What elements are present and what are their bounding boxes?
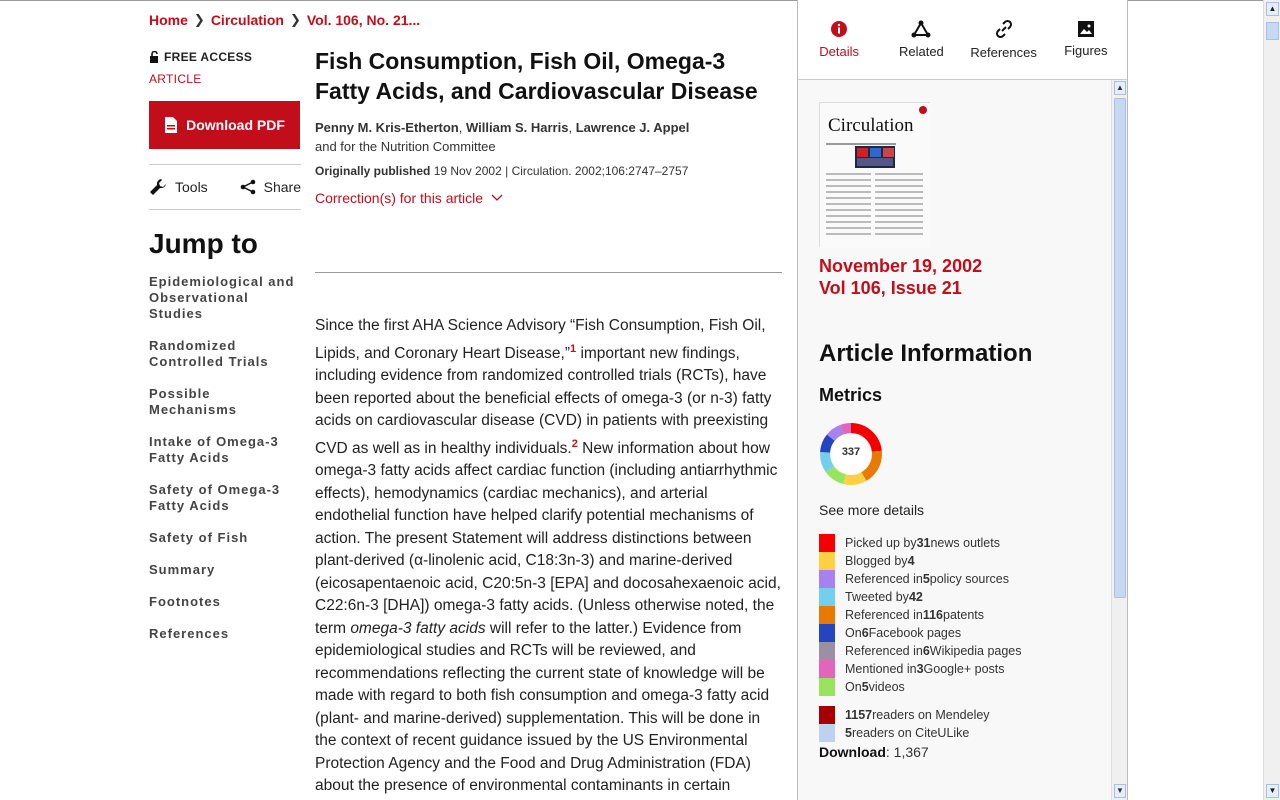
altmetric-count: 6 [861, 626, 869, 640]
legend-swatch [819, 660, 835, 678]
altmetric-count: 6 [922, 644, 930, 658]
jump-link-safety-omega3[interactable]: Safety of Omega-3 Fatty Acids [149, 482, 281, 513]
body-text-segment: will refer to the latter.) Evidence from epidemiological studies and RCTs will be reviewed, and recommendations reflecting the current state of knowledge will be made with regard to both fish consumption and omega-3 fatty acid (plant- and marine-derived) supplementation. This will be done in the context of recent guidance issued by the US Environmental Protection Agency and the Food and Drug Administration (FDA) about the presence of environmental contaminants in certain [315, 619, 770, 795]
download-pdf-button[interactable] [149, 101, 300, 149]
altmetric-item[interactable] [819, 678, 1022, 696]
jump-link-rcts[interactable]: Randomized Controlled Trials [149, 338, 269, 369]
altmetric-score: 337 [841, 446, 861, 458]
issue-date: November 19, 2002 [819, 256, 983, 276]
altmetric-text: Google+ posts [923, 662, 1005, 676]
breadcrumb-volume[interactable]: Vol. 106, No. 21... [306, 12, 421, 28]
body-text-segment: Since the first AHA Science Advisory “Fish Consumption, Fish Oil, Lipids, and Coronary Heart Disease,” [315, 317, 766, 362]
altmetric-text: Referenced in [845, 608, 923, 622]
legend-swatch [819, 588, 835, 606]
altmetric-text: Mentioned in [845, 662, 917, 676]
chevron-down-icon [491, 194, 503, 202]
jump-to-list [149, 274, 301, 642]
jump-link-epidemiological[interactable]: Epidemiological and Observational Studies [149, 274, 295, 321]
breadcrumb-home[interactable]: Home [149, 12, 188, 28]
left-sidebar [149, 50, 301, 658]
article-title: Fish Consumption, Fish Oil, Omega-3 Fatty Acids, and Cardiovascular Disease [315, 48, 758, 104]
committee-label: and for the Nutrition Committee [315, 139, 496, 154]
article-body-paragraph [315, 315, 782, 798]
jump-link-references[interactable]: References [149, 626, 230, 641]
window-scroll-thumb[interactable] [1266, 22, 1279, 40]
breadcrumb [149, 12, 420, 28]
legend-swatch [819, 606, 835, 624]
download-label: Download [819, 744, 886, 760]
altmetric-text: policy sources [929, 572, 1009, 586]
author-link[interactable]: Lawrence J. Appel [575, 120, 690, 135]
altmetric-text: patents [943, 608, 985, 622]
legend-swatch [819, 724, 835, 742]
altmetric-item[interactable] [819, 606, 1022, 624]
jump-link-intake[interactable]: Intake of Omega-3 Fatty Acids [149, 434, 279, 465]
author-link[interactable]: Penny M. Kris-Etherton [315, 120, 459, 135]
free-access-label: FREE ACCESS [164, 50, 253, 64]
altmetric-text: videos [868, 680, 905, 694]
readers-count: 1157 [845, 708, 873, 722]
journal-cover-image[interactable] [819, 102, 930, 247]
scroll-down-arrow-icon[interactable]: ▼ [1114, 784, 1126, 798]
download-count [819, 744, 929, 760]
tab-details[interactable] [798, 0, 880, 79]
readers-item[interactable] [819, 706, 1022, 724]
altmetric-item[interactable] [819, 570, 1022, 588]
cover-title: Circulation [828, 115, 914, 136]
chevron-right-icon: ❯ [193, 12, 205, 27]
breadcrumb-journal[interactable]: Circulation [210, 12, 284, 28]
legend-swatch [819, 570, 835, 588]
panel-scrollbar[interactable] [1111, 80, 1127, 800]
legend-swatch [819, 534, 835, 552]
jump-link-mechanisms[interactable]: Possible Mechanisms [149, 386, 238, 417]
altmetric-text: Blogged by [845, 554, 908, 568]
altmetric-count: 116 [922, 608, 943, 622]
legend-swatch [819, 642, 835, 660]
altmetric-count: 5 [922, 572, 930, 586]
share-icon [240, 179, 256, 195]
pdf-file-icon [164, 117, 178, 133]
panel-scroll-thumb[interactable] [1114, 98, 1126, 598]
altmetric-item[interactable] [819, 552, 1022, 570]
panel-tab-bar [798, 0, 1127, 80]
tab-figures-label: Figures [1064, 43, 1108, 58]
chevron-right-icon: ❯ [289, 12, 301, 27]
article-main [315, 46, 782, 798]
free-access-badge [149, 50, 301, 64]
readers-text: readers on CiteULike [851, 726, 970, 740]
tab-references-label: References [970, 45, 1037, 60]
altmetric-item[interactable] [819, 642, 1022, 660]
tab-details-label: Details [819, 44, 859, 59]
altmetric-item[interactable] [819, 588, 1022, 606]
legend-swatch [819, 552, 835, 570]
details-panel [797, 0, 1128, 800]
tab-references[interactable] [963, 0, 1045, 79]
unlock-icon [149, 51, 160, 63]
altmetric-count: 31 [916, 536, 931, 550]
altmetric-text: Referenced in [845, 572, 923, 586]
altmetric-count: 4 [907, 554, 915, 568]
altmetric-item[interactable] [819, 624, 1022, 642]
jump-link-summary[interactable]: Summary [149, 562, 216, 577]
readers-count: 5 [845, 726, 852, 740]
download-value: : 1,367 [885, 744, 929, 760]
altmetric-text: Tweeted by [845, 590, 909, 604]
tools-button[interactable] [149, 178, 208, 196]
share-button[interactable] [240, 179, 301, 195]
published-label: Originally published [315, 164, 431, 178]
article-type-label: ARTICLE [149, 72, 202, 86]
altmetric-item[interactable] [819, 660, 1022, 678]
altmetric-source-list [819, 534, 1022, 742]
legend-swatch [819, 624, 835, 642]
published-date: 19 Nov 2002 [433, 164, 502, 178]
readers-text: readers on Mendeley [872, 708, 990, 722]
publication-info: Originally published 19 Nov 2002 | Circulation. 2002;106:2747–2757 [315, 164, 689, 178]
download-pdf-label: Download PDF [186, 117, 285, 133]
altmetric-text: Picked up by [845, 536, 917, 550]
altmetric-item[interactable] [819, 534, 1022, 552]
reference-link[interactable]: 1 [570, 342, 577, 355]
tab-figures[interactable] [1045, 0, 1127, 79]
network-icon [911, 20, 931, 38]
altmetric-donut[interactable] [819, 422, 883, 486]
body-text-emphasis: omega-3 fatty acids [350, 619, 486, 637]
altmetric-text: On [845, 680, 862, 694]
reference-link[interactable]: 2 [571, 437, 578, 450]
altmetric-count: 5 [861, 680, 869, 694]
tab-related[interactable] [880, 0, 962, 79]
link-icon [994, 19, 1014, 39]
scroll-up-arrow-icon[interactable]: ▲ [1114, 81, 1126, 95]
correction-label: Correction(s) for this article [315, 190, 484, 206]
readers-item[interactable] [819, 724, 1022, 742]
altmetric-text: On [845, 626, 862, 640]
section-divider [315, 272, 782, 273]
citation: Circulation. 2002;106:2747–2757 [511, 164, 689, 178]
issue-info[interactable] [819, 255, 982, 299]
tools-share-row [149, 164, 301, 210]
legend-swatch [819, 678, 835, 696]
issue-volume: Vol 106, Issue 21 [819, 278, 962, 298]
legend-swatch [819, 706, 835, 724]
altmetric-text: Facebook pages [868, 626, 962, 640]
scroll-up-arrow-icon[interactable]: ▲ [1266, 2, 1279, 16]
wrench-icon [149, 178, 167, 196]
info-icon [830, 20, 848, 38]
scroll-down-arrow-icon[interactable]: ▼ [1266, 784, 1279, 798]
author-list: Penny M. Kris-Etherton, William S. Harris, Lawrence J. Appel and for the Nutrition Committee [315, 118, 782, 156]
body-text-segment: New information about how omega-3 fatty acids affect cardiac function (including antiarrhythmic effects), hemodynamics (cardiac mechanics), and arterial endothelial function have helped clarify potential mechanisms of action. The present Statement will address distinctions between plant-derived (α-linolenic acid, C18:3n-3) and marine-derived (eicosapentaenoic acid, C20:5n-3 [EPA] and docosahexaenoic acid, C22:6n-3 [DHA]) omega-3 fatty acids. (Unless otherwise noted, the term [315, 439, 781, 637]
jump-to-heading: Jump to [149, 228, 258, 259]
body-text-segment: important new findings, including evidence from randomized controlled trials (RCTs), have been reported about the beneficial effects of omega-3 (or n-3) fatty acids on cardiovascular disease (CVD) in patients with preexisting CVD as well as in healthy individuals. [315, 344, 772, 457]
see-more-details-link[interactable]: See more details [819, 502, 925, 518]
image-icon [1078, 21, 1094, 37]
altmetric-text: Referenced in [845, 644, 923, 658]
metrics-heading: Metrics [819, 385, 883, 405]
altmetric-text: Wikipedia pages [929, 644, 1022, 658]
jump-link-safety-fish[interactable]: Safety of Fish [149, 530, 249, 545]
tab-related-label: Related [898, 44, 944, 59]
jump-link-footnotes[interactable]: Footnotes [149, 594, 221, 609]
share-label: Share [263, 179, 301, 195]
author-link[interactable]: William S. Harris [465, 120, 569, 135]
altmetric-count: 42 [908, 590, 923, 604]
article-information-heading: Article Information [819, 340, 1033, 367]
tools-label: Tools [175, 179, 208, 195]
window-scrollbar[interactable] [1263, 0, 1280, 800]
altmetric-count: 3 [916, 662, 924, 676]
correction-toggle[interactable] [315, 190, 782, 206]
panel-content [798, 80, 1111, 800]
altmetric-text: news outlets [930, 536, 1000, 550]
